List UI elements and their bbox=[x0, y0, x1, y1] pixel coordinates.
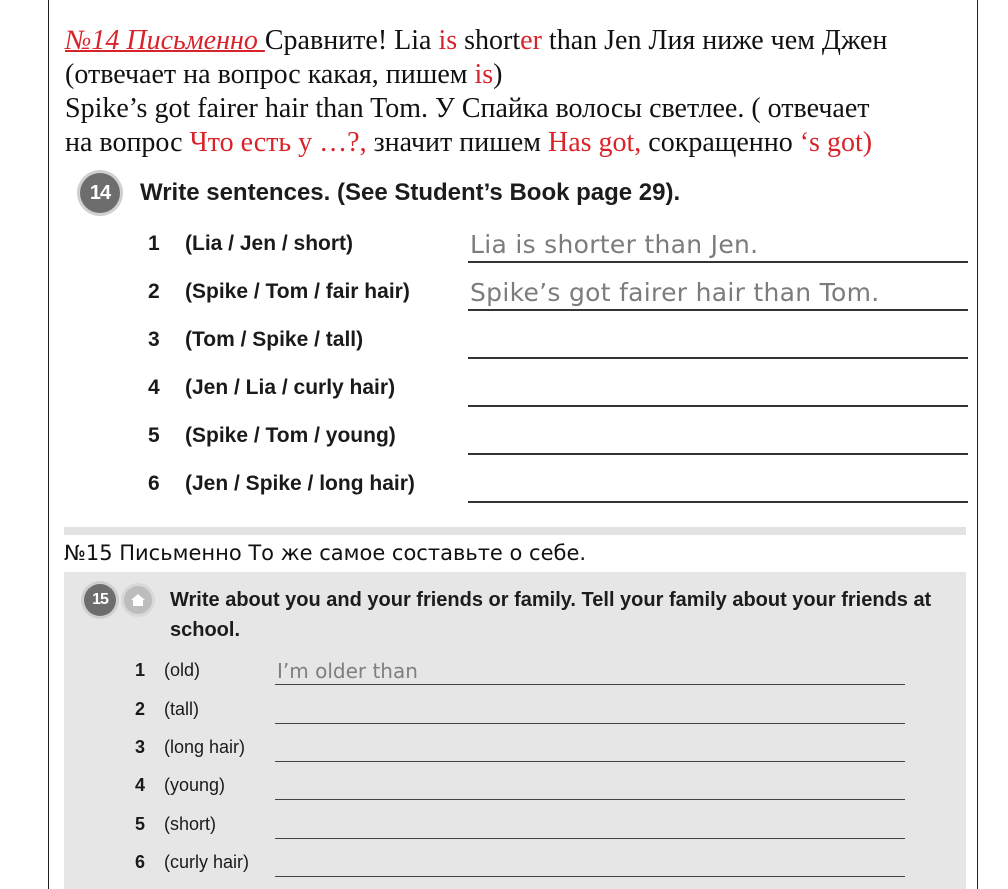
item-number: 1 bbox=[148, 232, 160, 255]
answer-line[interactable] bbox=[275, 656, 905, 685]
exercise-15-title: Write about you and your friends or family. Tell your family about your friends at school. bbox=[170, 589, 932, 641]
item-number: 2 bbox=[135, 699, 146, 719]
instruction-line-1: №14 Письменно Сравните! Lia is shorter than Jen Лия ниже чем Джен bbox=[65, 25, 888, 56]
item-cue: (tall) bbox=[164, 699, 199, 719]
answer-text: Spike’s got fairer hair than Tom. bbox=[470, 278, 880, 307]
answer-line[interactable] bbox=[468, 465, 968, 503]
answer-text: Lia is shorter than Jen. bbox=[470, 230, 759, 259]
exercise-14-item bbox=[148, 366, 968, 410]
item-cue: (curly hair) bbox=[164, 852, 250, 872]
instruction-line-3: Spike’s got fairer hair than Tom. У Спайка волосы светлее. ( отвечает bbox=[65, 93, 870, 124]
exercise-15-item bbox=[135, 729, 905, 765]
section-divider bbox=[64, 527, 966, 535]
house-icon bbox=[124, 586, 152, 614]
answer-text: I’m older than bbox=[277, 659, 418, 683]
task-instructions bbox=[65, 24, 965, 160]
item-number: 5 bbox=[148, 424, 160, 447]
item-cue: (Lia / Jen / short) bbox=[185, 232, 354, 255]
exercise-number-badge: 14 bbox=[80, 173, 120, 213]
item-number: 5 bbox=[135, 814, 146, 834]
exercise-14-item bbox=[148, 222, 968, 266]
exercise-14-item bbox=[148, 462, 968, 506]
item-cue: (Jen / Spike / long hair) bbox=[185, 472, 415, 495]
item-number: 2 bbox=[148, 280, 160, 303]
answer-line[interactable] bbox=[275, 810, 905, 839]
answer-line[interactable] bbox=[468, 225, 968, 263]
answer-line[interactable] bbox=[468, 417, 968, 455]
exercise-15-note: №15 Письменно То же самое составьте о себе. bbox=[64, 541, 587, 565]
exercise-14-item bbox=[148, 270, 968, 314]
item-cue: (young) bbox=[164, 775, 226, 795]
exercise-14-header bbox=[80, 172, 680, 214]
instruction-line-2: (отвечает на вопрос какая, пишем is) bbox=[65, 59, 503, 90]
item-cue: (long hair) bbox=[164, 737, 246, 757]
item-cue: (Jen / Lia / curly hair) bbox=[185, 376, 396, 399]
answer-line[interactable] bbox=[275, 733, 905, 762]
item-number: 6 bbox=[135, 852, 146, 872]
item-number: 3 bbox=[148, 328, 160, 351]
answer-line[interactable] bbox=[275, 771, 905, 800]
exercise-14-title: Write sentences. (See Student’s Book page 29). bbox=[140, 179, 681, 206]
item-cue: (Spike / Tom / fair hair) bbox=[185, 280, 410, 303]
item-cue: (old) bbox=[164, 660, 201, 680]
item-cue: (Spike / Tom / young) bbox=[185, 424, 396, 447]
answer-line[interactable] bbox=[275, 695, 905, 724]
exercise-15-header bbox=[84, 584, 152, 616]
item-number: 1 bbox=[135, 660, 146, 680]
answer-line[interactable] bbox=[468, 369, 968, 407]
instruction-line-4: на вопрос Что есть у …?, значит пишем Has got, сокращенно ‘s got) bbox=[65, 127, 873, 158]
exercise-14-item bbox=[148, 318, 968, 362]
answer-line[interactable] bbox=[468, 321, 968, 359]
exercise-15-item bbox=[135, 652, 905, 688]
exercise-14-item bbox=[148, 414, 968, 458]
exercise-number-badge: 15 bbox=[84, 584, 116, 616]
answer-line[interactable] bbox=[468, 273, 968, 311]
item-cue: (Tom / Spike / tall) bbox=[185, 328, 364, 351]
task-heading: №14 Письменно bbox=[65, 25, 265, 56]
item-number: 4 bbox=[148, 376, 160, 399]
exercise-15-item bbox=[135, 691, 905, 727]
item-number: 6 bbox=[148, 472, 160, 495]
item-cue: (short) bbox=[164, 814, 217, 834]
exercise-15-item bbox=[135, 844, 905, 880]
item-number: 3 bbox=[135, 737, 146, 757]
exercise-15-item bbox=[135, 806, 905, 842]
exercise-15-item bbox=[135, 767, 905, 803]
item-number: 4 bbox=[135, 775, 146, 795]
answer-line[interactable] bbox=[275, 848, 905, 877]
